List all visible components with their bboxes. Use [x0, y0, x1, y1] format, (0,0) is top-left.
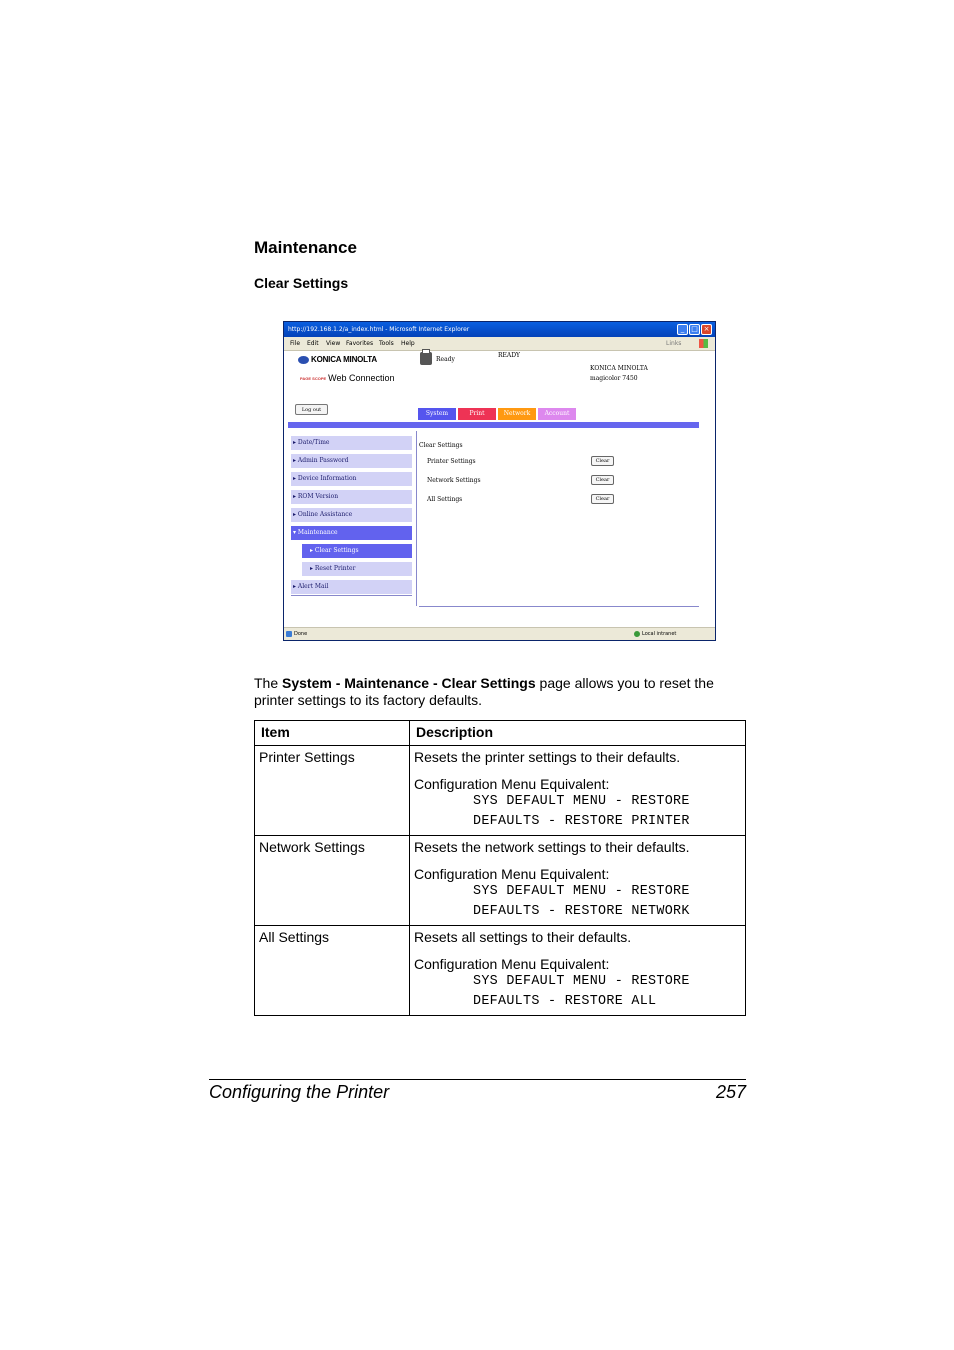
table-cell-description: Resets the printer settings to their defaults. Configuration Menu Equivalent: SYS DEFAULT MENU - RESTORE DEFAULTS - RESTORE PRINTER	[410, 746, 746, 836]
tab-account[interactable]: Account	[538, 408, 576, 420]
table-header-row	[255, 721, 746, 746]
clear-network-settings-button[interactable]: Clear	[591, 475, 614, 485]
intro-paragraph: The System - Maintenance - Clear Settings page allows you to reset the printer settings to its factory defaults.	[254, 675, 714, 708]
browser-window	[283, 321, 716, 641]
browser-title: http://192.168.1.2/a_index.html - Microsoft Internet Explorer	[288, 326, 470, 333]
content-divider	[416, 431, 417, 606]
footer-chapter: Configuring the Printer	[209, 1082, 390, 1102]
intro-bold-path: System - Maintenance - Clear Settings	[282, 675, 536, 691]
header-divider	[288, 422, 699, 428]
content-bottom-line	[419, 606, 699, 607]
section-title: Maintenance	[254, 238, 357, 257]
browser-titlebar	[284, 322, 715, 337]
sidebar-item[interactable]: ▸ Clear Settings	[302, 544, 412, 558]
sidebar-bottom-line	[291, 595, 412, 596]
status-done: Done	[294, 631, 308, 637]
header-description: Description	[410, 721, 746, 746]
table-cell-item: Printer Settings	[255, 746, 410, 836]
device-brand: KONICA MINOLTA	[590, 365, 648, 372]
tab-system[interactable]: System	[418, 408, 456, 420]
links-label[interactable]: Links	[666, 340, 682, 347]
maximize-icon[interactable]: □	[689, 324, 700, 335]
table-cell-item: Network Settings	[255, 836, 410, 926]
sidebar-item[interactable]: ▸ Date/Time	[291, 436, 412, 450]
printer-status-caps: READY	[498, 352, 521, 359]
close-icon[interactable]: ×	[701, 324, 712, 335]
table-cell-description: Resets all settings to their defaults. Configuration Menu Equivalent: SYS DEFAULT MENU - RESTORE DEFAULTS - RESTORE ALL	[410, 926, 746, 1016]
menu-tools[interactable]: Tools	[379, 340, 394, 347]
page-number: 257	[715, 1082, 746, 1102]
page-icon	[286, 631, 292, 637]
konica-minolta-logo: KONICA MINOLTA	[298, 355, 377, 364]
sidebar-item[interactable]: ▸ Admin Password	[291, 454, 412, 468]
windows-logo-icon	[699, 339, 708, 348]
sidebar-item[interactable]: ▸ Device Information	[291, 472, 412, 486]
footer-rule	[209, 1079, 746, 1080]
menu-help[interactable]: Help	[401, 340, 415, 347]
content-title: Clear Settings	[419, 442, 463, 449]
printer-status: Ready	[436, 356, 455, 363]
clear-printer-settings-button[interactable]: Clear	[591, 456, 614, 466]
tab-print[interactable]: Print	[458, 408, 496, 420]
subsection-title: Clear Settings	[254, 275, 349, 291]
menu-favorites[interactable]: Favorites	[346, 340, 374, 347]
sidebar	[291, 436, 412, 598]
row-printer-settings-label: Printer Settings	[427, 458, 476, 465]
row-all-settings-label: All Settings	[427, 496, 463, 503]
table-row	[255, 926, 746, 1016]
browser-statusbar	[284, 627, 715, 641]
menu-edit[interactable]: Edit	[307, 340, 319, 347]
minimize-icon[interactable]: _	[677, 324, 688, 335]
logout-button[interactable]: Log out	[295, 404, 328, 415]
sidebar-item[interactable]: ▸ Reset Printer	[302, 562, 412, 576]
sidebar-item[interactable]: ▸ Alert Mail	[291, 580, 412, 594]
table-row	[255, 836, 746, 926]
menu-file[interactable]: File	[290, 340, 301, 347]
logo-globe-icon	[298, 356, 309, 364]
printer-icon	[420, 352, 432, 365]
row-network-settings-label: Network Settings	[427, 477, 481, 484]
web-page	[284, 351, 715, 631]
sidebar-item[interactable]: ▸ Online Assistance	[291, 508, 412, 522]
menu-view[interactable]: View	[326, 340, 341, 347]
intranet-icon	[634, 631, 640, 637]
table-cell-description: Resets the network settings to their defaults. Configuration Menu Equivalent: SYS DEFAULT MENU - RESTORE DEFAULTS - RESTORE NETWORK	[410, 836, 746, 926]
header-item: Item	[255, 721, 410, 746]
browser-menubar	[284, 337, 715, 351]
settings-table	[254, 720, 746, 1016]
sidebar-item[interactable]: ▸ ROM Version	[291, 490, 412, 504]
table-cell-item: All Settings	[255, 926, 410, 1016]
device-model: magicolor 7450	[590, 375, 638, 382]
table-row	[255, 746, 746, 836]
clear-all-settings-button[interactable]: Clear	[591, 494, 614, 504]
status-zone: Local intranet	[642, 631, 677, 637]
web-connection-logo: PAGE SCOPE Web Connection	[300, 373, 395, 383]
tab-network[interactable]: Network	[498, 408, 536, 420]
sidebar-item[interactable]: ▾ Maintenance	[291, 526, 412, 540]
